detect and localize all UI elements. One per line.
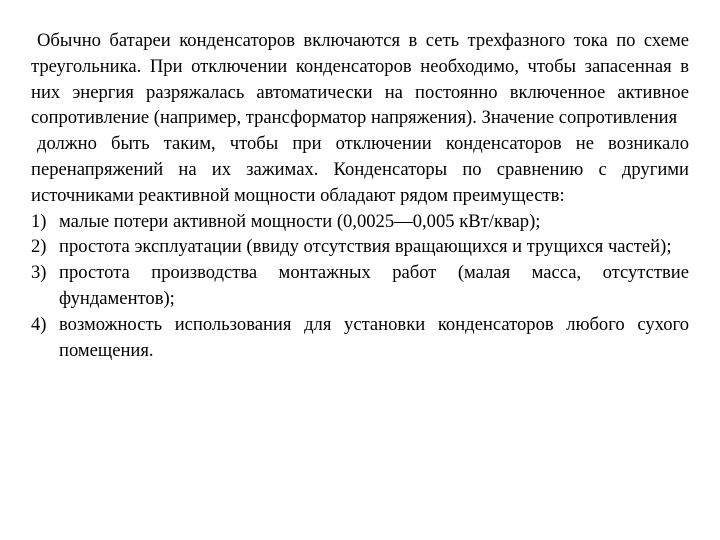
list-item-number: 1) — [31, 210, 47, 232]
paragraph-intro: Обычно батареи конденсаторов включаются в сеть трехфазного тока по схеме треугольника. При отключении конденсаторов необходимо, чтобы запасенная в них энергия разряжалась автоматически на постоянно включенное активное сопротивление (например, трансформатор напряжения). Значение сопротивления — [31, 30, 689, 129]
list-item-text: малые потери активной мощности (0,0025—0,005 кВт/квар); — [59, 210, 541, 232]
list-item-text: простота производства монтажных работ (малая масса, отсутствие фундаментов); — [59, 262, 689, 309]
list-item — [31, 234, 689, 260]
list-item — [31, 260, 689, 312]
list-item — [31, 312, 689, 364]
document-body — [31, 28, 689, 363]
list-item-text: возможность использования для установки конденсаторов любого сухого помещения. — [59, 313, 689, 361]
paragraph-continuation: должно быть таким, чтобы при отключении конденсаторов не возникало перенапряжений на их зажимах. Конденсаторы по сравнению с другими источниками реактивной мощности обладают рядом преимуществ: — [31, 133, 689, 206]
list-item-number: 3) — [31, 262, 47, 284]
list-item-text: простота эксплуатации (ввиду отсутствия вращающихся и трущихся частей); — [59, 236, 672, 258]
list-item — [31, 209, 689, 235]
list-item-number: 2) — [31, 236, 47, 258]
list-item-number: 4) — [31, 313, 47, 335]
advantages-list — [31, 209, 689, 364]
